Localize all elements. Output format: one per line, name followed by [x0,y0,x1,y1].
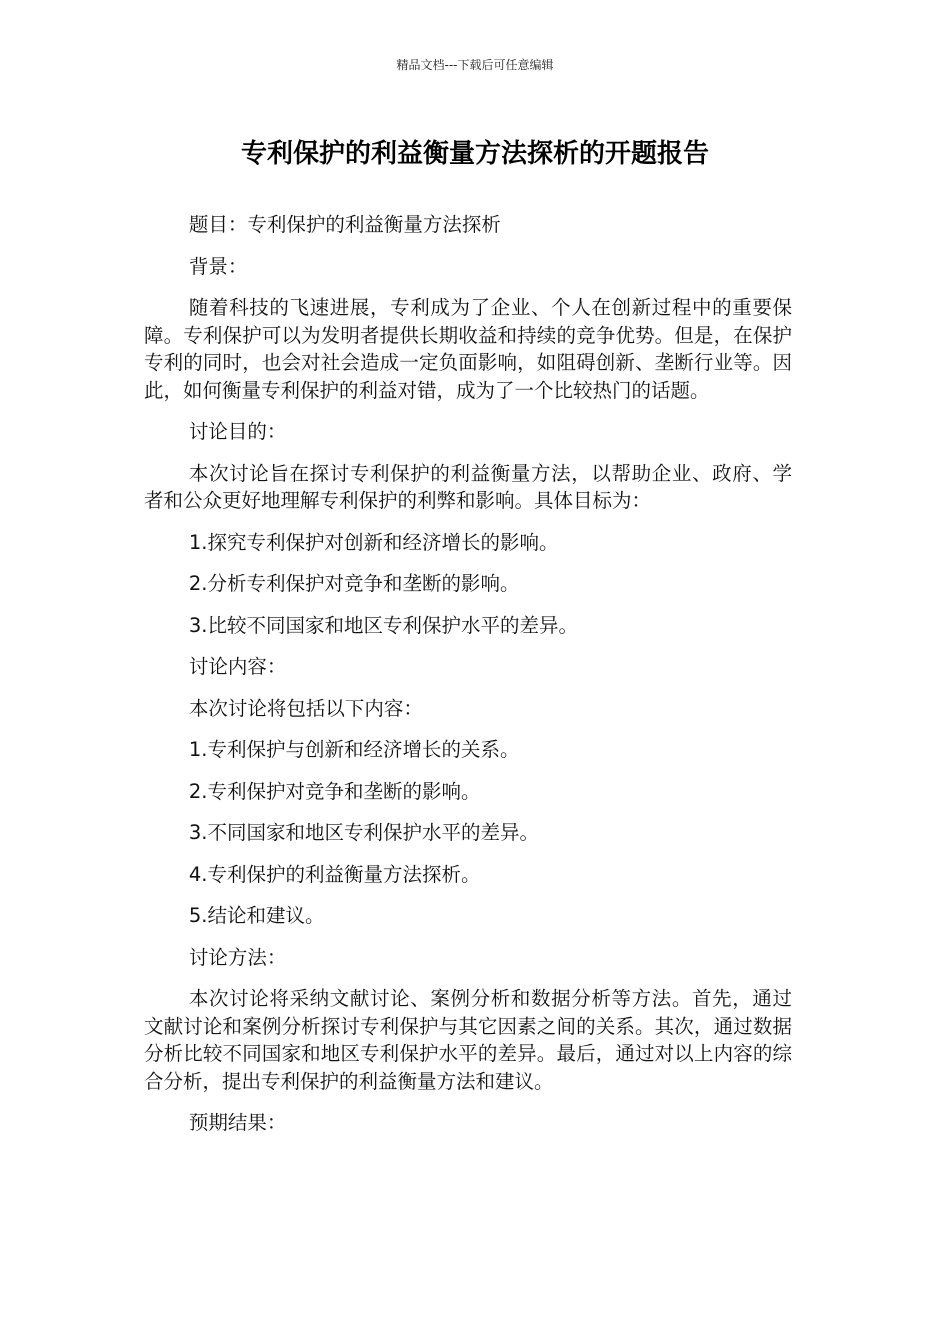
header-note: 精品文档---下载后可任意编辑 [396,58,554,72]
background-paragraph: 随着科技的飞速进展，专利成为了企业、个人在创新过程中的重要保障。专利保护可以为发明者提供长期收益和持续的竞争优势。但是，在保护专利的同时，也会对社会造成一定负面影响，如阻碍创新、垄断行业等。因此，如何衡量专利保护的利益对错，成为了一个比较热门的话题。 [144,296,792,402]
purpose-item-2: 2.分析专利保护对竞争和垄断的影响。 [188,572,520,595]
content-item-1: 1.专利保护与创新和经济增长的关系。 [188,738,520,761]
content-intro: 本次讨论将包括以下内容： [188,696,423,720]
background-heading: 背景： [188,254,248,278]
content-item-5: 5.结论和建议。 [188,904,325,927]
document-title: 专利保护的利益衡量方法探析的开题报告 [240,139,709,169]
purpose-paragraph: 本次讨论旨在探讨专利保护的利益衡量方法，以帮助企业、政府、学者和公众更好地理解专利保护的利弊和影响。具体目标为： [144,461,792,512]
purpose-item-1: 1.探究专利保护对创新和经济增长的影响。 [188,530,559,554]
content-item-4: 4.专利保护的利益衡量方法探析。 [188,862,481,886]
content-item-3: 3.不同国家和地区专利保护水平的差异。 [188,821,539,844]
results-heading: 预期结果： [188,1111,287,1134]
content-item-2: 2.专利保护对竞争和垄断的影响。 [188,779,481,803]
method-heading: 讨论方法： [188,945,287,969]
content-heading: 讨论内容： [188,655,287,678]
purpose-heading: 讨论目的： [188,420,287,443]
purpose-item-3: 3.比较不同国家和地区专利保护水平的差异。 [188,613,578,637]
topic-line: 题目：专利保护的利益衡量方法探析 [188,213,501,236]
method-paragraph: 本次讨论将采纳文献讨论、案例分析和数据分析等方法。首先，通过文献讨论和案例分析探讨专利保护与其它因素之间的关系。其次，通过数据分析比较不同国家和地区专利保护水平的差异。最后，通过对以上内容的综合分析，提出专利保护的利益衡量方法和建议。 [144,987,792,1093]
document-body [144,211,792,1151]
